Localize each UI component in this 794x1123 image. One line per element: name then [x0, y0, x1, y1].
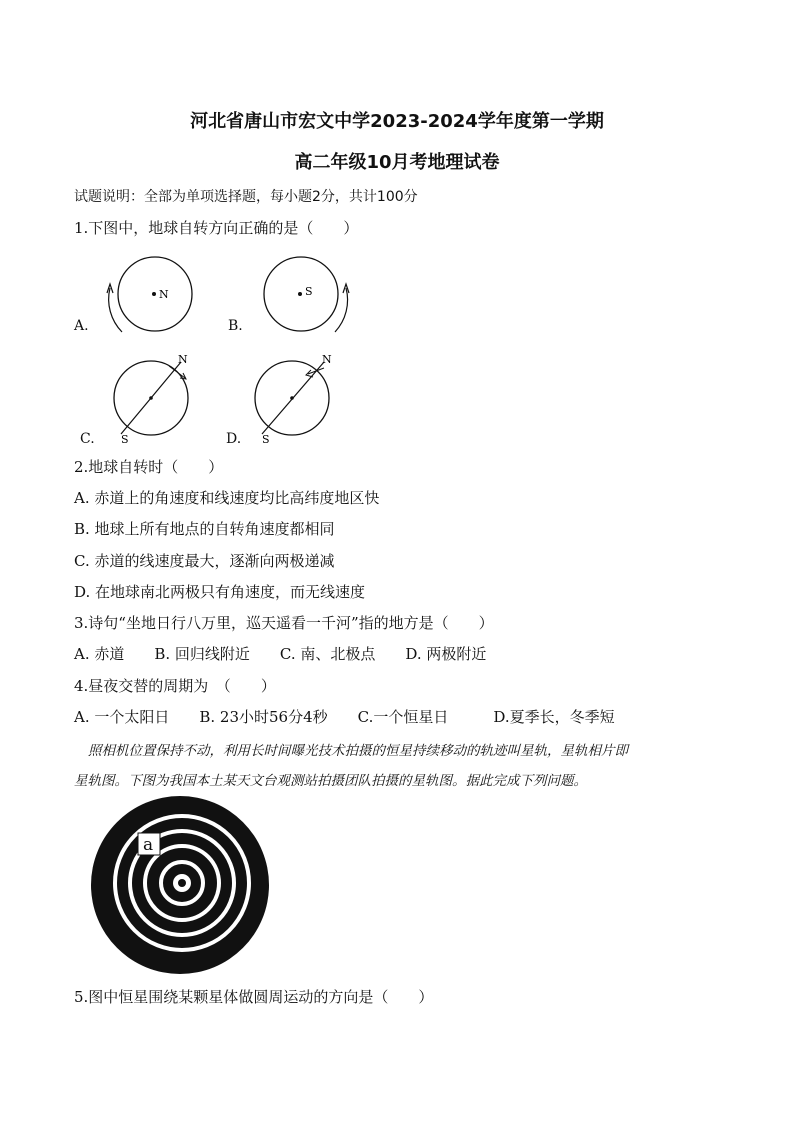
- south-pole-label: S: [305, 285, 313, 298]
- label-a: a: [143, 835, 154, 855]
- exam-instructions: 试题说明：全部为单项选择题，每小题2分，共计100分: [74, 189, 418, 205]
- q2-option-b: B. 地球上所有地点的自转角速度都相同: [74, 520, 335, 538]
- passage-line-2: 星轨图。下图为我国本土某天文台观测站拍摄团队拍摄的星轨图。据此完成下列问题。: [74, 773, 587, 789]
- center-dot: [149, 396, 153, 400]
- q1-stem: 1.下图中，地球自转方向正确的是（ ）: [74, 219, 359, 237]
- rotation-arrow: [169, 366, 185, 378]
- q2-stem: 2.地球自转时（ ）: [74, 458, 224, 476]
- passage-line-1: 照相机位置保持不动，利用长时间曝光技术拍摄的恒星持续移动的轨迹叫星轨，星轨相片即: [88, 743, 628, 759]
- q1-option-c-label: C.: [80, 431, 95, 447]
- north-pole-label: N: [159, 288, 169, 301]
- q3-stem: 3.诗句“坐地日行八万里，巡天遥看一千河”指的地方是（ ）: [74, 614, 494, 632]
- q2-option-a: A. 赤道上的角速度和线速度均比高纬度地区快: [74, 489, 380, 507]
- pole-dot: [298, 292, 302, 296]
- q1-figure-d: [246, 352, 346, 447]
- rotation-arrow: [109, 288, 122, 332]
- exam-subtitle: 高二年级10月考地理试卷: [294, 152, 500, 173]
- q2-option-d: D. 在地球南北两极只有角速度，而无线速度: [74, 583, 366, 601]
- south-label: S: [121, 433, 129, 446]
- q1-figure-a: [100, 250, 200, 340]
- q1-figure-c: [105, 352, 205, 447]
- q1-option-a-label: A.: [74, 318, 89, 334]
- star-trail-figure: [88, 796, 272, 976]
- q4-options: A. 一个太阳日 B. 23小时56分4秒 C.一个恒星日 D.夏季长，冬季短: [74, 708, 615, 726]
- north-label: N: [322, 353, 332, 366]
- q1-option-d-label: D.: [226, 431, 242, 447]
- q1-figure-b: [255, 250, 355, 340]
- pole-star-core: [178, 879, 186, 887]
- q2-option-c: C. 赤道的线速度最大，逐渐向两极递减: [74, 552, 335, 570]
- q4-stem: 4.昼夜交替的周期为 （ ）: [74, 677, 276, 695]
- q3-options: A. 赤道 B. 回归线附近 C. 南、北极点 D. 两极附近: [74, 645, 487, 663]
- q5-stem: 5.图中恒星围绕某颗星体做圆周运动的方向是（ ）: [74, 988, 434, 1006]
- q1-option-b-label: B.: [228, 318, 243, 334]
- north-label: N: [178, 353, 188, 366]
- pole-dot: [152, 292, 156, 296]
- exam-title: 河北省唐山市宏文中学2023-2024学年度第一学期: [190, 111, 604, 132]
- center-dot: [290, 396, 294, 400]
- south-label: S: [262, 433, 270, 446]
- rotation-arrow: [335, 288, 348, 332]
